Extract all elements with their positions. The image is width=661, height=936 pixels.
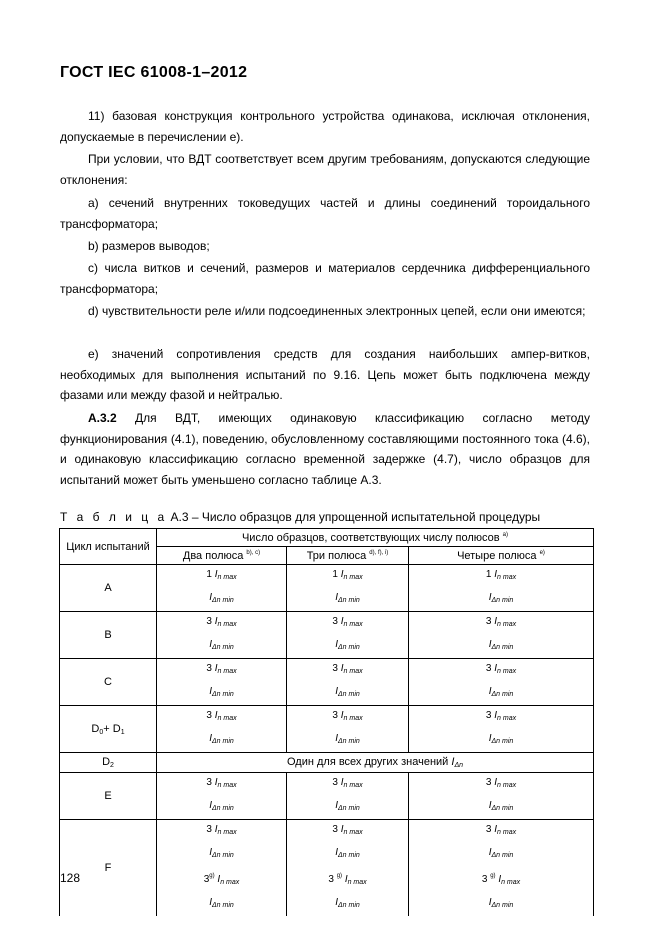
row-label-e: E: [60, 773, 157, 820]
paragraph-item-d: d) чувствительности реле и/или подсоединенных электронных цепей, если они имеются;: [88, 304, 586, 318]
table-caption: Т а б л и ц а А.3 – Число образцов для упрощенной испытательной процедуры: [60, 510, 541, 524]
samples-table: [59, 528, 594, 916]
paragraph-item-a: a) сечений внутренних токоведущих частей и длины соединений тороидального трансформатора;: [60, 196, 590, 231]
table-row: [60, 612, 594, 659]
header-two-poles: Два полюса $^{b), c)}$: [157, 547, 287, 565]
paragraph-a32: А.3.2 Для ВДТ, имеющих одинаковую классификацию согласно методу функционирования (4.1), поведению, обусловленному составляющими постоянного тока (4.6), и одинаковую классификацию согласно временной задержке (4.7), число образцов для испытаний может быть уменьшено согласно таблице А.3.: [60, 411, 590, 487]
row-label-b: B: [60, 612, 157, 659]
cell-a-three: 1 $I_{n max}$ $I_{\Delta n min}$: [287, 565, 409, 612]
cell-c-two: 3 $I_{n max}$ $I_{\Delta n min}$: [157, 659, 287, 706]
paragraph-item-b: b) размеров выводов;: [88, 239, 210, 253]
row-label-d2: D2: [60, 753, 157, 773]
table-row: [60, 773, 594, 820]
cell-a-two: 1 $I_{n max}$ $I_{\Delta n min}$: [157, 565, 287, 612]
document-header: ГОСТ IEC 61008-1–2012: [60, 64, 248, 81]
row-label-f: F: [60, 820, 157, 917]
row-label-c: C: [60, 659, 157, 706]
table-row: [60, 565, 594, 612]
paragraph-item-e: e) значений сопротивления средств для создания наибольших ампер-витков, необходимых для выполнения испытаний по 9.16. Цепь может быть подключена между фазами или между фазой и нейтралью.: [60, 347, 590, 402]
cell-f-two: 3 $I_{n max}$ $I_{\Delta n min}$ 3$^{g)}$ $I_{n max}$ $I_{\Delta n min}$: [157, 820, 287, 917]
cell-a-four: 1 $I_{n max}$ $I_{\Delta n min}$: [409, 565, 594, 612]
header-group: Число образцов, соответствующих числу полюсов $^{a)}$: [157, 529, 594, 547]
cell-b-three: 3 $I_{n max}$ $I_{\Delta n min}$: [287, 612, 409, 659]
cell-e-four: 3 $I_{n max}$ $I_{\Delta n min}$: [409, 773, 594, 820]
cell-d-two: 3 $I_{n max}$ $I_{\Delta n min}$: [157, 706, 287, 753]
paragraph-intro: При условии, что ВДТ соответствует всем другим требованиям, допускаются следующие отклонения:: [60, 152, 590, 187]
cell-f-three: 3 $I_{n max}$ $I_{\Delta n min}$ 3 $^{g)}$ $I_{n max}$ $I_{\Delta n min}$: [287, 820, 409, 917]
paragraph-item-c: c) числа витков и сечений, размеров и материалов сердечника дифференциального трансформатора;: [60, 261, 590, 296]
header-three-poles: Три полюса $^{d), f), i)}$: [287, 547, 409, 565]
header-cycle: Цикл испытаний: [60, 529, 157, 565]
cell-c-three: 3 $I_{n max}$ $I_{\Delta n min}$: [287, 659, 409, 706]
cell-f-four: 3 $I_{n max}$ $I_{\Delta n min}$ 3 $^{g)}$ $I_{n max}$ $I_{\Delta n min}$: [409, 820, 594, 917]
table-row: [60, 706, 594, 753]
page-number: 128: [60, 871, 81, 885]
table-row: [60, 659, 594, 706]
cell-b-two: 3 $I_{n max}$ $I_{\Delta n min}$: [157, 612, 287, 659]
cell-c-four: 3 $I_{n max}$ $I_{\Delta n min}$: [409, 659, 594, 706]
table-row: [60, 820, 594, 917]
cell-e-three: 3 $I_{n max}$ $I_{\Delta n min}$: [287, 773, 409, 820]
cell-e-two: 3 $I_{n max}$ $I_{\Delta n min}$: [157, 773, 287, 820]
cell-d2-merged: Один для всех других значений $I_{\Delta n}$: [157, 753, 594, 773]
table-row: [60, 753, 594, 773]
paragraph-item-11: 11) базовая конструкция контрольного устройства одинакова, исключая отклонения, допускаемые в перечислении e).: [60, 109, 590, 144]
cell-b-four: 3 $I_{n max}$ $I_{\Delta n min}$: [409, 612, 594, 659]
row-label-a: A: [60, 565, 157, 612]
row-label-d0-d1: D0+ D1: [60, 706, 157, 753]
cell-d-four: 3 $I_{n max}$ $I_{\Delta n min}$: [409, 706, 594, 753]
cell-d-three: 3 $I_{n max}$ $I_{\Delta n min}$: [287, 706, 409, 753]
header-four-poles: Четыре полюса $^{e)}$: [409, 547, 594, 565]
clause-number: А.3.2: [88, 411, 117, 425]
